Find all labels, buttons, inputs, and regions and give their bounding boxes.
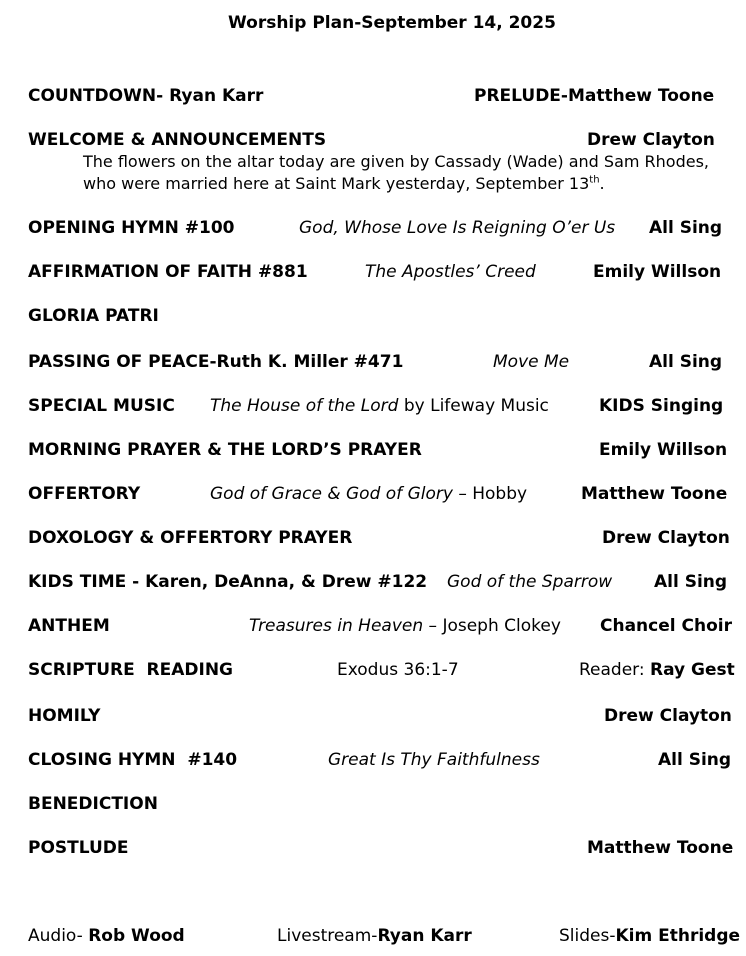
scripture-reader-line	[579, 659, 735, 681]
morning-prayer-label: MORNING PRAYER & THE LORD’S PRAYER	[28, 440, 422, 460]
welcome-leader: Drew Clayton	[587, 130, 715, 150]
morning-prayer-leader: Emily Willson	[599, 440, 728, 460]
special-music-title: The House of the Lord	[210, 396, 399, 416]
postlude-label: POSTLUDE	[28, 838, 129, 858]
passing-peace-title: Move Me	[493, 352, 570, 372]
offertory-leader: Matthew Toone	[581, 484, 728, 504]
slides-name: Kim Ethridge	[615, 926, 741, 946]
special-music-leader: KIDS Singing	[599, 396, 724, 416]
special-music-label: SPECIAL MUSIC	[28, 396, 175, 416]
slides-credit	[559, 925, 740, 947]
closing-hymn-leader: All Sing	[658, 750, 732, 770]
homily-label: HOMILY	[28, 706, 101, 726]
gloria-label: GLORIA PATRI	[28, 306, 159, 326]
prelude-leader: Matthew Toone	[567, 86, 715, 106]
scripture-reader-prefix: Reader:	[579, 660, 650, 680]
kids-time-title: God of the Sparrow	[447, 572, 613, 592]
flowers-note-line1: The flowers on the altar today are given by Cassady (Wade) and Sam Rhodes,	[83, 152, 710, 171]
special-music-by: by Lifeway Music	[398, 396, 549, 416]
scripture-reader: Ray Gest	[650, 660, 735, 680]
flowers-note-line2	[83, 173, 733, 195]
offertory-by: – Hobby	[452, 484, 528, 504]
livestream-credit	[277, 925, 472, 947]
doxology-label: DOXOLOGY & OFFERTORY PRAYER	[28, 528, 353, 548]
scripture-passage: Exodus 36:1-7	[337, 660, 459, 680]
anthem-leader: Chancel Choir	[600, 616, 732, 636]
doxology-leader: Drew Clayton	[602, 528, 730, 548]
affirmation-label: AFFIRMATION OF FAITH #881	[28, 262, 308, 282]
postlude-leader: Matthew Toone	[587, 838, 734, 858]
anthem-label: ANTHEM	[28, 616, 110, 636]
kids-time-label: KIDS TIME - Karen, DeAnna, & Drew #122	[28, 572, 428, 592]
audio-prefix: Audio-	[28, 926, 89, 946]
affirmation-leader: Emily Willson	[593, 262, 722, 282]
anthem-piece	[249, 615, 561, 637]
opening-hymn-title: God, Whose Love Is Reigning O’er Us	[299, 218, 616, 238]
passing-peace-label: PASSING OF PEACE-Ruth K. Miller #471	[28, 352, 404, 372]
benediction-label: BENEDICTION	[28, 794, 158, 814]
flowers-note	[83, 151, 733, 195]
affirmation-title: The Apostles’ Creed	[365, 262, 536, 282]
flowers-note-line2-text: who were married here at Saint Mark yesterday, September 13	[83, 174, 590, 193]
prelude-label: PRELUDE-	[474, 86, 568, 106]
offertory-piece	[210, 483, 527, 505]
opening-hymn-label: OPENING HYMN #100	[28, 218, 235, 238]
kids-time-leader: All Sing	[654, 572, 728, 592]
closing-hymn-title: Great Is Thy Faithfulness	[328, 750, 540, 770]
anthem-by: – Joseph Clokey	[423, 616, 561, 636]
prelude-line	[474, 85, 714, 107]
scripture-label: SCRIPTURE READING	[28, 660, 234, 680]
opening-hymn-leader: All Sing	[649, 218, 723, 238]
offertory-label: OFFERTORY	[28, 484, 141, 504]
offertory-title: God of Grace & God of Glory	[210, 484, 453, 504]
slides-prefix: Slides-	[559, 926, 616, 946]
livestream-prefix: Livestream-	[277, 926, 378, 946]
countdown-label: COUNTDOWN- Ryan Karr	[28, 86, 264, 106]
anthem-title: Treasures in Heaven	[249, 616, 424, 636]
flowers-note-period: .	[599, 174, 605, 193]
passing-peace-leader: All Sing	[649, 352, 723, 372]
ordinal-suffix: th	[589, 174, 600, 186]
welcome-label: WELCOME & ANNOUNCEMENTS	[28, 130, 327, 150]
audio-name: Rob Wood	[88, 926, 185, 946]
audio-credit	[28, 925, 185, 947]
livestream-name: Ryan Karr	[377, 926, 472, 946]
special-music-piece	[210, 395, 549, 417]
homily-leader: Drew Clayton	[604, 706, 732, 726]
page-title: Worship Plan-September 14, 2025	[228, 13, 556, 33]
closing-hymn-label: CLOSING HYMN #140	[28, 750, 238, 770]
